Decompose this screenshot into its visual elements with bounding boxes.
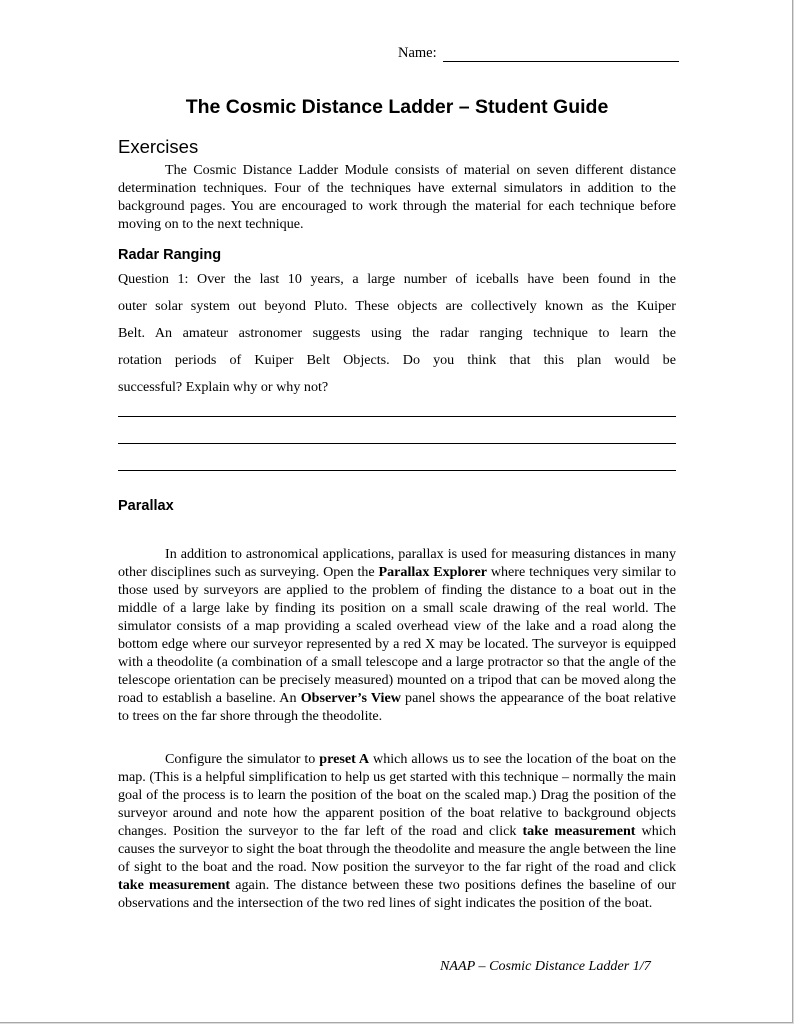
parallax-explorer-ref: Parallax Explorer <box>378 564 487 580</box>
name-field <box>398 45 679 62</box>
answer-line[interactable] <box>118 416 676 417</box>
question-1-line: rotation periods of Kuiper Belt Objects. Do you think that this plan would be <box>118 352 676 368</box>
exercises-heading: Exercises <box>118 136 199 157</box>
paragraph-text: which allows us to see the location of the boat on the map. (This is a helpful simplification to help us get started with this technique – normally the main goal of the process is to learn the position of the boat on the scaled map.) Drag the position of the surveyor around and note how the apparent position of the boat relative to background objects changes. Position the surveyor to the far left of the road and click <box>118 751 676 839</box>
answer-line[interactable] <box>118 470 676 471</box>
name-blank-line[interactable] <box>443 45 679 62</box>
answer-line[interactable] <box>118 443 676 444</box>
parallax-heading: Parallax <box>118 498 174 514</box>
question-1-line: Question 1: Over the last 10 years, a large number of iceballs have been found in the <box>118 271 676 287</box>
question-1 <box>118 270 676 405</box>
parallax-paragraph-1 <box>118 545 676 725</box>
observers-view-ref: Observer’s View <box>300 690 401 706</box>
parallax-paragraph-2 <box>118 750 676 912</box>
paragraph-text: panel shows the appearance of the boat relative to trees on the far shore through the theodolite. <box>118 690 677 724</box>
paragraph-text: where techniques very similar to those used by surveyors are applied to the problem of finding the distance to a boat out in the middle of a large lake by finding its position on a small scale drawing of the real world. The simulator consists of a map providing a scaled overhead view of the lake and a road along the bottom edge where our surveyor represented by a red X may be located. The surveyor is equipped with a theodolite (a combination of a small telescope and a large protractor so that the angle of the telescope orientation can be precisely measured) mounted on a tripod that can be moved along the road to establish a baseline. An <box>118 564 676 706</box>
exercises-intro: The Cosmic Distance Ladder Module consists of material on seven different distance determination techniques. Four of the techniques have external simulators in addition to the background pages. You are encouraged to work through the material for each technique before moving on to the next technique. <box>118 162 676 232</box>
paragraph-text: again. The distance between these two positions defines the baseline of our observations and the intersection of the two red lines of sight indicates the position of the boat. <box>118 877 676 911</box>
preset-a-ref: preset A <box>319 751 370 767</box>
take-measurement-ref: take measurement <box>118 877 231 893</box>
take-measurement-ref: take measurement <box>522 823 636 839</box>
paragraph-text: In addition to astronomical applications, parallax is used for measuring distances in many other disciplines such as surveying. Open the <box>118 546 676 580</box>
question-1-line: outer solar system out beyond Pluto. These objects are collectively known as the Kuiper <box>118 298 676 314</box>
page-footer: NAAP – Cosmic Distance Ladder 1/7 <box>440 958 651 974</box>
question-1-last-line <box>118 378 676 405</box>
radar-ranging-heading: Radar Ranging <box>118 247 222 263</box>
name-label: Name: <box>398 45 437 61</box>
question-1-line: Belt. An amateur astronomer suggests using the radar ranging technique to learn the <box>118 325 676 341</box>
question-1-line: successful? Explain why or why not? <box>118 379 329 395</box>
paragraph-text: Configure the simulator to <box>165 751 320 767</box>
page-title: The Cosmic Distance Ladder – Student Guide <box>185 96 609 118</box>
paragraph-text: which causes the surveyor to sight the boat through the theodolite and measure the angle between the line of sight to the boat and the road. Now position the surveyor to the far right of the road and click <box>118 823 676 875</box>
